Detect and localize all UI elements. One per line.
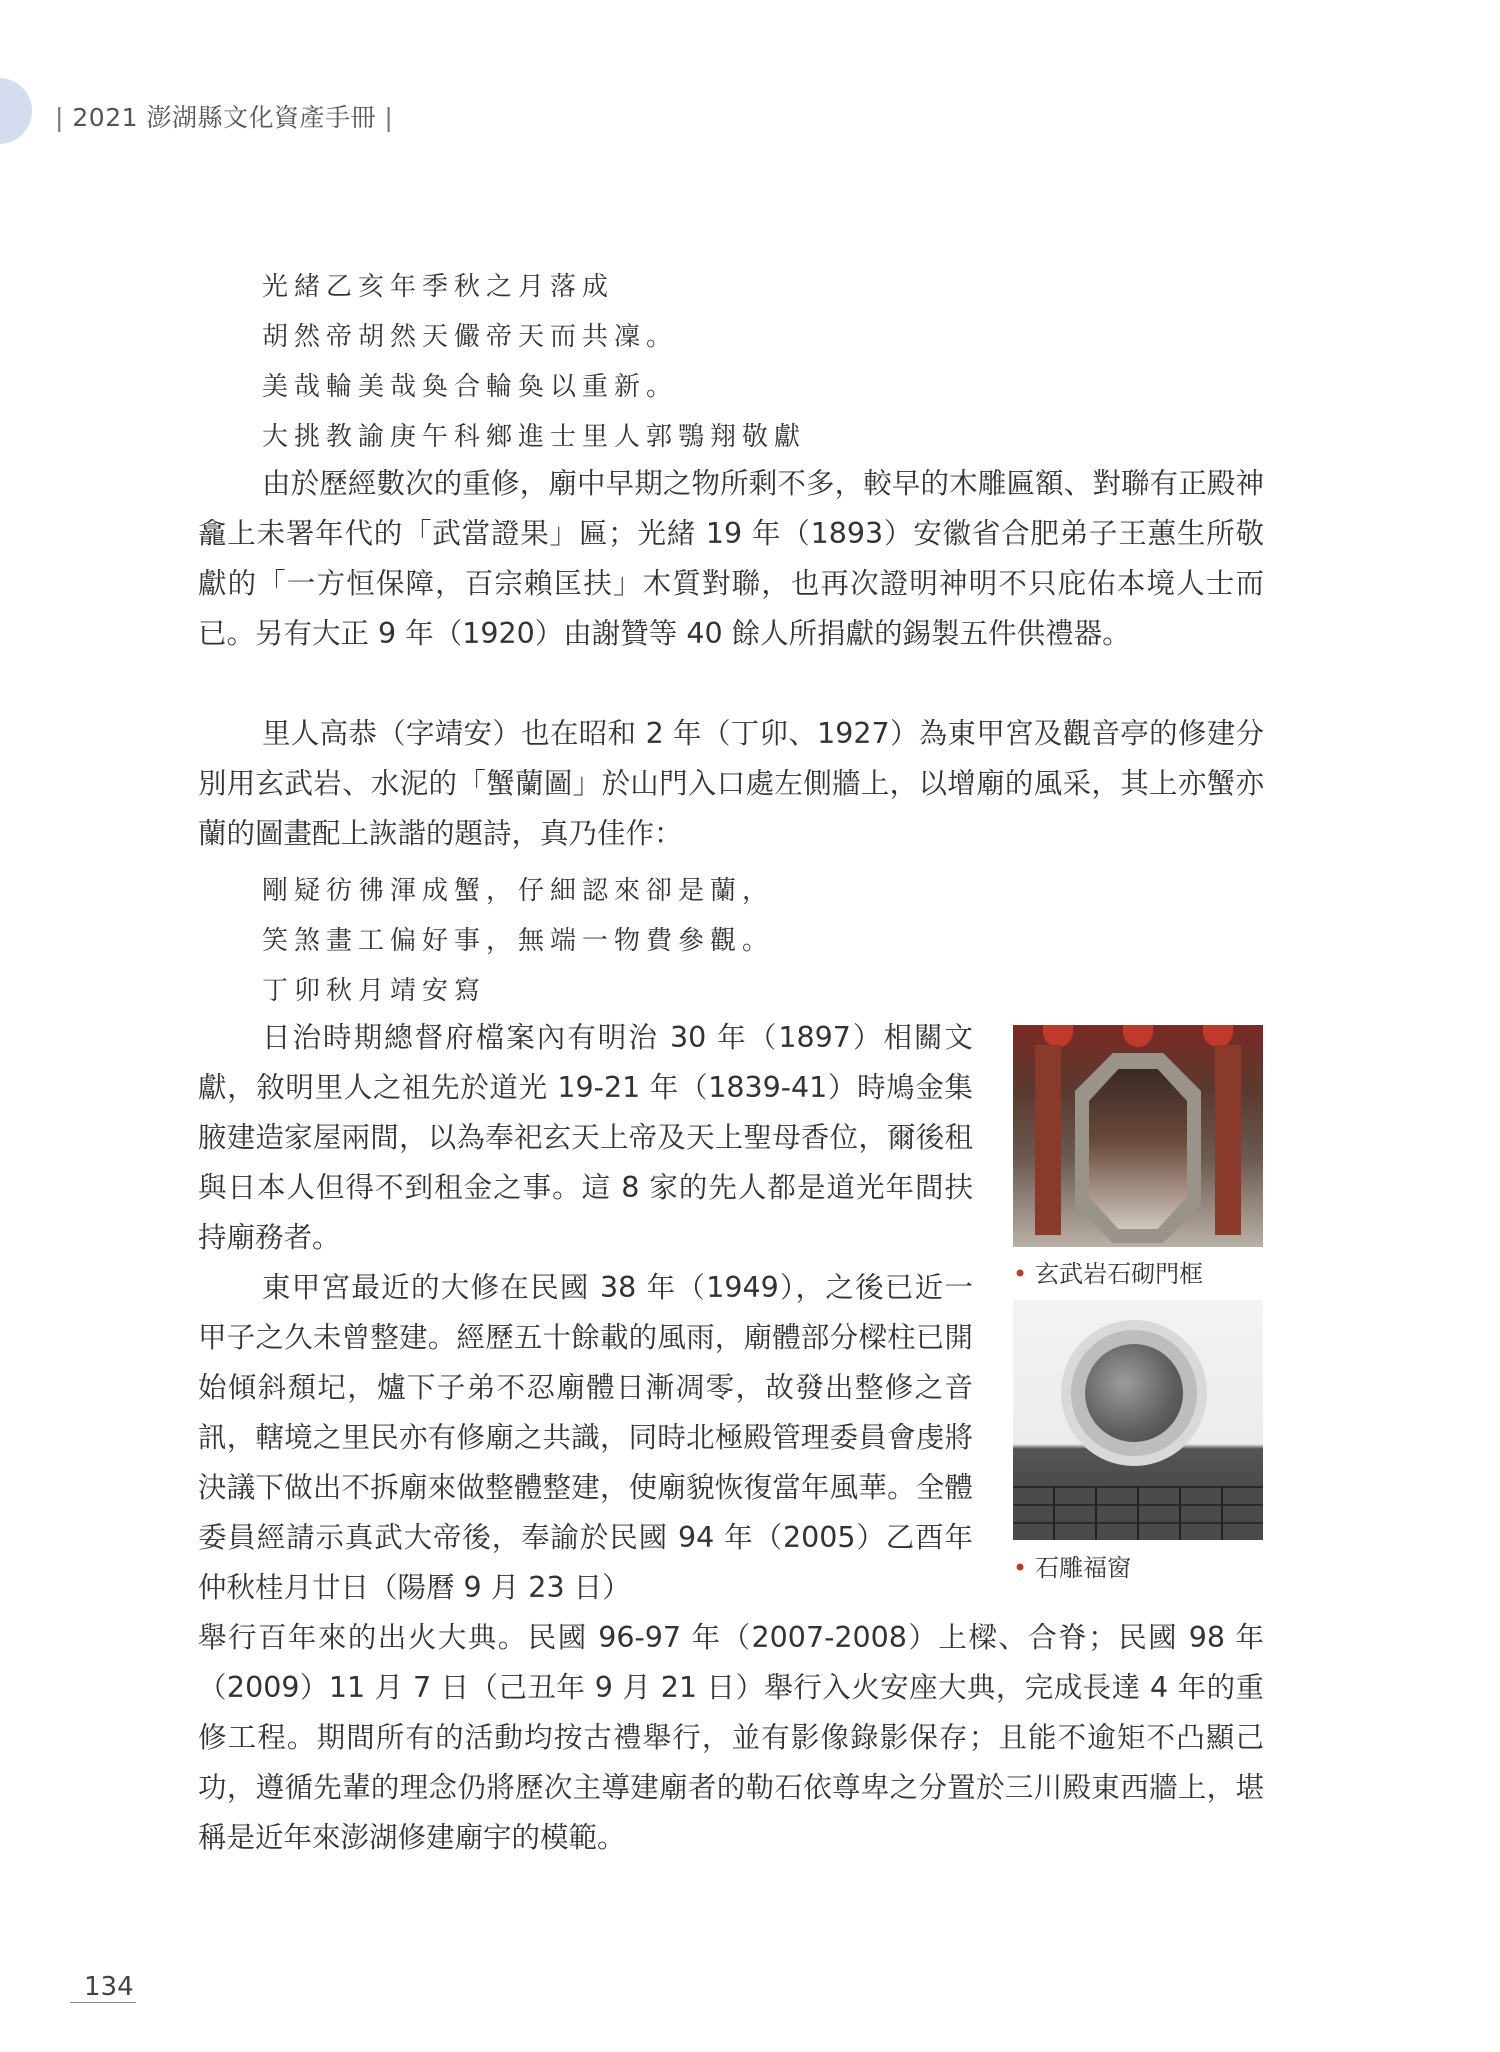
carved-dragon-relief: [1085, 1344, 1183, 1442]
corner-tab: [0, 78, 32, 144]
caption-bullet: •: [1013, 1554, 1028, 1582]
lantern: [1203, 1025, 1233, 1047]
doorway-view: [1089, 1069, 1187, 1229]
door-post: [1215, 1045, 1241, 1235]
header-divider: |: [384, 103, 394, 132]
photo-caption: [1013, 1548, 1131, 1583]
poem-line: 剛疑彷彿渾成蟹，仔細認來卻是蘭，: [262, 876, 775, 906]
door-post: [1035, 1045, 1061, 1235]
poem-line: 大挑教諭庚午科鄉進士里人郭鶚翔敬獻: [262, 422, 807, 452]
lantern: [1123, 1025, 1153, 1047]
stone-carved-window-photo: [1013, 1300, 1263, 1540]
poem-line: 丁卯秋月靖安寫: [262, 976, 487, 1006]
paragraph: 日治時期總督府檔案內有明治 30 年（1897）相關文獻，敘明里人之祖先於道光 19-21 年（1839-41）時鳩金集腋建造家屋兩間，以為奉祀玄天上帝及天上聖母香位，爾後租與日本人但得不到租金之事。這 8 家的先人都是道光年間扶持廟務者。: [198, 1021, 973, 1254]
page-number: 134: [84, 1972, 134, 2002]
caption-text: 石雕福窗: [1035, 1554, 1132, 1582]
photo-caption: [1013, 1254, 1203, 1289]
basalt-door-frame-photo: [1013, 1025, 1263, 1247]
paragraph: 由於歷經數次的重修，廟中早期之物所剩不多，較早的木雕匾額、對聯有正殿神龕上未署年代的「武當證果」匾；光緒 19 年（1893）安徽省合肥弟子王蕙生所敬獻的「一方恒保障，百宗賴匡扶」木質對聯，也再次證明神明不只庇佑本境人士而已。另有大正 9 年（1920）由謝贊等 40 餘人所捐獻的錫製五件供禮器。: [198, 467, 1264, 650]
basalt-wall: [1013, 1486, 1263, 1540]
header-title: 2021 澎湖縣文化資產手冊: [72, 103, 376, 132]
poem-line: 胡然帝胡然天儼帝天而共凜。: [262, 322, 679, 352]
lantern: [1043, 1025, 1073, 1047]
page-number-rule: [70, 2002, 136, 2003]
poem-line: 笑煞畫工偏好事，無端一物費參觀。: [262, 926, 775, 956]
running-header: [55, 98, 393, 134]
paragraph: 舉行百年來的出火大典。民國 96-97 年（2007-2008）上樑、合脊；民國 98 年（2009）11 月 7 日（己丑年 9 月 21 日）舉行入火安座大典，完成長達 4 年的重修工程。期間所有的活動均按古禮舉行，並有影像錄影保存；且能不逾矩不凸顯己功，遵循先輩的理念仍將歷次主導建廟者的勒石依尊卑之分置於三川殿東西牆上，堪稱是近年來澎湖修建廟宇的模範。: [198, 1621, 1264, 1854]
caption-text: 玄武岩石砌門框: [1035, 1260, 1204, 1288]
paragraph: 東甲宮最近的大修在民國 38 年（1949），之後已近一甲子之久未曾整建。經歷五十餘載的風雨，廟體部分樑柱已開始傾斜頹圮，爐下子弟不忍廟體日漸凋零，故發出整修之音訊，轄境之里民亦有修廟之共識，同時北極殿管理委員會虔將決議下做出不拆廟來做整體整建，使廟貌恢復當年風華。全體委員經請示真武大帝後，奉諭於民國 94 年（2005）乙酉年仲秋桂月廿日（陽曆 9 月 23 日）: [198, 1271, 973, 1604]
poem-line: 美哉輪美哉奐合輪奐以重新。: [262, 372, 679, 402]
paragraph: 里人高恭（字靖安）也在昭和 2 年（丁卯、1927）為東甲宮及觀音亭的修建分別用玄武岩、水泥的「蟹蘭圖」於山門入口處左側牆上，以增廟的風采，其上亦蟹亦蘭的圖畫配上詼諧的題詩，真乃佳作：: [198, 717, 1264, 850]
caption-bullet: •: [1013, 1260, 1028, 1288]
poem-line: 光緒乙亥年季秋之月落成: [262, 272, 615, 302]
header-divider: |: [55, 103, 64, 132]
